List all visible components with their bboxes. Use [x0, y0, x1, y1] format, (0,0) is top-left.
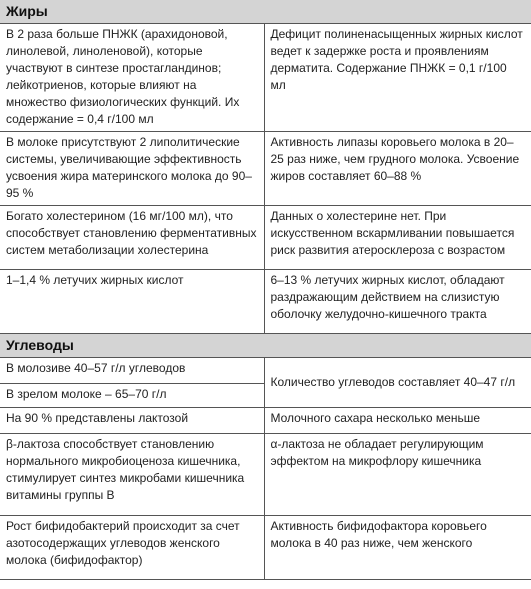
table-row [0, 408, 531, 434]
human-milk-cell: В молозиве 40–57 г/л углеводов [0, 358, 264, 384]
table-row [0, 516, 531, 580]
cow-milk-cell: Данных о холестерине нет. При искусственном вскармливании повышается риск развития атеросклероза с возрастом [264, 206, 531, 270]
table-row [0, 24, 531, 132]
human-milk-cell: В молоке присутствуют 2 липолитические системы, увеличивающие эффективность усвоения жира материнского молока до 90–95 % [0, 132, 264, 206]
human-milk-cell: 1–1,4 % летучих жирных кислот [0, 270, 264, 334]
human-milk-cell: Рост бифидобактерий происходит за счет азотосодержащих углеводов женского молока (бифидофактор) [0, 516, 264, 580]
human-milk-cell: Богато холестерином (16 мг/100 мл), что способствует становлению ферментативных систем метаболизации холестерина [0, 206, 264, 270]
section-title-fats: Жиры [0, 0, 531, 24]
table-row [0, 434, 531, 516]
cow-milk-cell: Дефицит полиненасыщенных жирных кислот ведет к задержке роста и проявлениям дерматита. Содержание ПНЖК = 0,1 г/100 мл [264, 24, 531, 132]
human-milk-cell: В 2 раза больше ПНЖК (арахидоновой, линолевой, линоленовой), которые участвуют в синтезе простагландинов; лейкотриенов, которые влияют на множество физиологических функций. Их содержание = 0,4 г/100 мл [0, 24, 264, 132]
table-row [0, 132, 531, 206]
human-milk-cell: β-лактоза способствует становлению нормального микробиоценоза кишечника, стимулирует синтез микробами кишечника витамины группы В [0, 434, 264, 516]
cow-milk-cell: Молочного сахара несколько меньше [264, 408, 531, 434]
table-row [0, 206, 531, 270]
table-row [0, 358, 531, 384]
section-title-carbs: Углеводы [0, 334, 531, 358]
section-header-fats [0, 0, 531, 24]
cow-milk-cell: Активность бифидофактора коровьего молока в 40 раз ниже, чем женского [264, 516, 531, 580]
cow-milk-cell: 6–13 % летучих жирных кислот, обладают раздражающим действием на слизистую оболочку желудочно-кишечного тракта [264, 270, 531, 334]
table-row [0, 270, 531, 334]
cow-milk-cell: Количество углеводов составляет 40–47 г/л [264, 358, 531, 408]
cow-milk-cell: Активность липазы коровьего молока в 20–25 раз ниже, чем грудного молока. Усвоение жиров составляет 60–88 % [264, 132, 531, 206]
human-milk-cell: На 90 % представлены лактозой [0, 408, 264, 434]
cow-milk-cell: α-лактоза не обладает регулирующим эффектом на микрофлору кишечника [264, 434, 531, 516]
section-header-carbs [0, 334, 531, 358]
human-milk-cell: В зрелом молоке – 65–70 г/л [0, 384, 264, 408]
